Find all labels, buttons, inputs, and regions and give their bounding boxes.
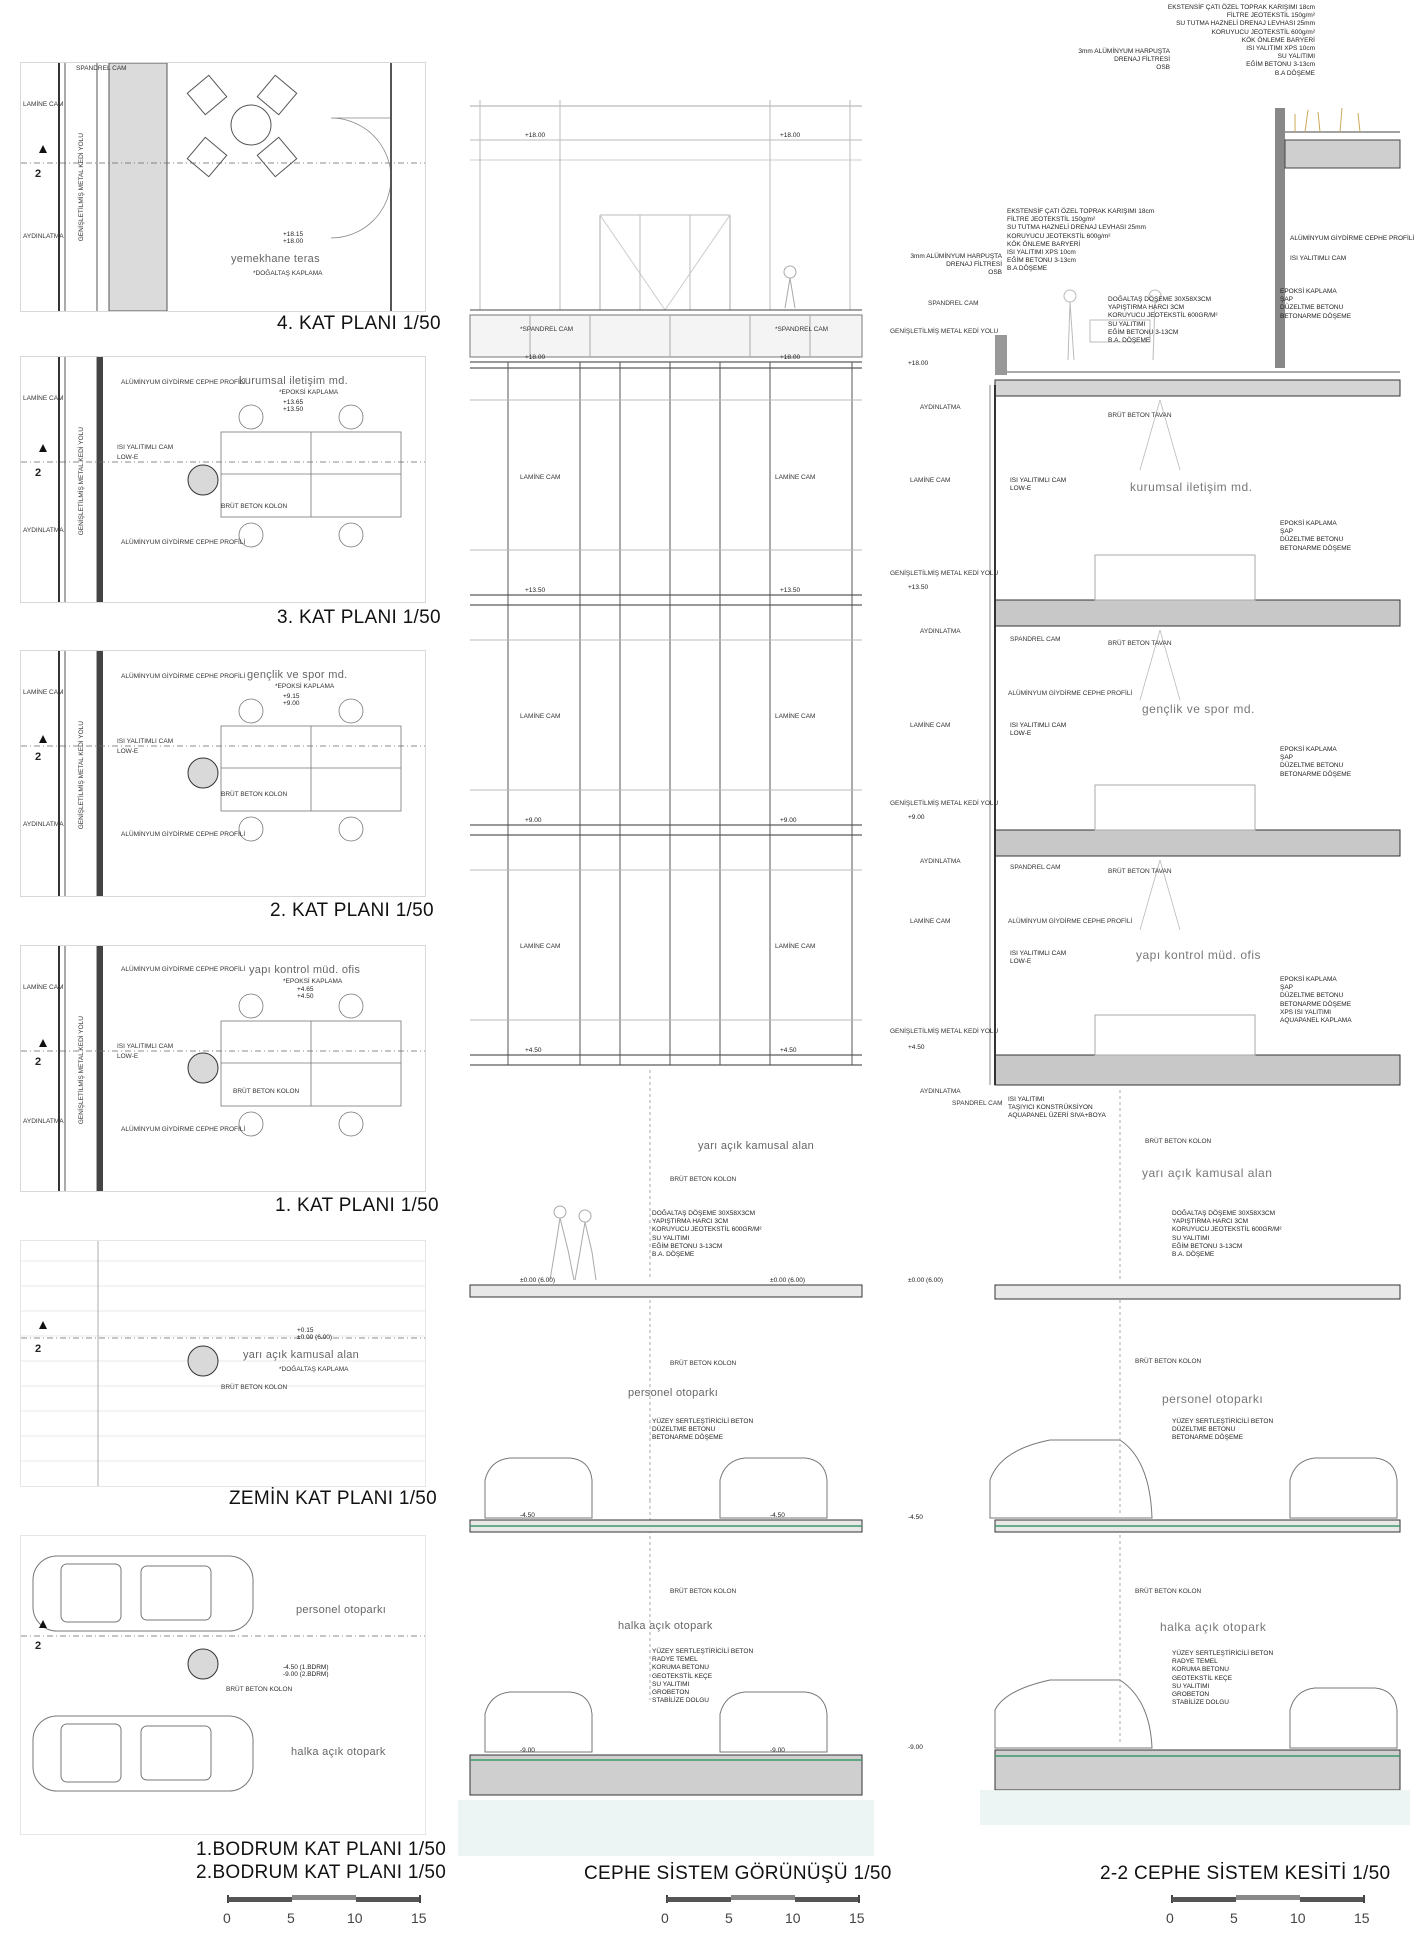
mid-spandrel-3: SPANDREL CAM — [1010, 864, 1061, 871]
level-m9-left: -9.00 — [520, 1747, 535, 1754]
mid-isi-cam-2: ISI YALITIMLI CAM LOW-E — [1010, 722, 1067, 738]
lamine-3l: LAMİNE CAM — [520, 943, 561, 950]
level-m4-right: -4.50 — [770, 1512, 785, 1519]
left-lamine-3: LAMİNE CAM — [910, 918, 951, 925]
sec-kolon-2: BRÜT BETON KOLON — [1135, 1358, 1202, 1365]
plan-kat2 — [20, 650, 426, 897]
level-18-top-right: +18.00 — [780, 132, 801, 139]
left-aydinlatma-4: AYDINLATMA — [920, 1088, 961, 1095]
brut-tavan-1: BRÜT BETON TAVAN — [1108, 412, 1172, 419]
floor-layers-1: EPOKSİ KAPLAMA ŞAP DÜZELTME BETONU BETONARME DÖŞEME — [1280, 520, 1352, 552]
scale-5: 5 — [287, 1910, 295, 1926]
scale-bar-right — [1172, 1895, 1372, 1907]
level-mark: +13.65 +13.50 — [283, 399, 304, 413]
section — [890, 0, 1415, 1840]
scale-right-0: 0 — [1166, 1910, 1174, 1926]
axis-label: 2 — [35, 168, 42, 180]
label-aydinlatma: AYDINLATMA — [23, 821, 64, 828]
label-cephe-profil-2: ALÜMİNYUM GİYDİRME CEPHE PROFİLİ — [121, 539, 246, 546]
left-kedi-yolu-2: GENİŞLETİLMİŞ METAL KEDİ YOLU — [890, 570, 999, 577]
label-cephe-profil: ALÜMİNYUM GİYDİRME CEPHE PROFİLİ — [121, 673, 246, 680]
plan-kat4 — [20, 62, 426, 312]
lamine-1l: LAMİNE CAM — [520, 474, 561, 481]
label-cephe-profil-2: ALÜMİNYUM GİYDİRME CEPHE PROFİLİ — [121, 831, 246, 838]
label-aydinlatma: AYDINLATMA — [23, 527, 64, 534]
lamine-2r: LAMİNE CAM — [775, 713, 816, 720]
sec-level-9: +9.00 — [908, 814, 925, 821]
spandrel-left: *SPANDREL CAM — [520, 326, 574, 333]
section-title: 2-2 CEPHE SİSTEM KESİTİ 1/50 — [1100, 1863, 1391, 1884]
label-kolon: BRÜT BETON KOLON — [221, 503, 288, 510]
label-lamine-cam: LAMİNE CAM — [23, 101, 64, 108]
room-3: yapı kontrol müd. ofis — [1136, 948, 1262, 962]
finish-note: *DOĞALTAŞ KAPLAMA — [253, 270, 323, 277]
left-spandrel: SPANDREL CAM — [928, 300, 979, 307]
axis-label: 2 — [35, 467, 42, 479]
scale-right-5: 5 — [1230, 1910, 1238, 1926]
level-4-left: +4.50 — [525, 1047, 542, 1054]
kolon-3: BRÜT BETON KOLON — [670, 1588, 737, 1595]
label-isi-cam: ISI YALITIMLI CAM — [117, 444, 174, 451]
finish-note: *EPOKSİ KAPLAMA — [279, 389, 339, 396]
mid-isi-cam-3: ISI YALITIMLI CAM LOW-E — [1010, 950, 1067, 966]
scale-15: 15 — [411, 1910, 427, 1926]
label-aydinlatma: AYDINLATMA — [23, 1118, 64, 1125]
sec-park2-layers: YÜZEY SERTLEŞTİRİCİLİ BETON RADYE TEMEL KORUMA BETONU GEOTEKSTİL KEÇE SU YALITIMI GROBETON STABİLİZE DOLGU — [1172, 1650, 1274, 1707]
room-1: kurumsal iletişim md. — [1130, 480, 1253, 494]
sec-kolon-3: BRÜT BETON KOLON — [1135, 1588, 1202, 1595]
level-9-right: +9.00 — [780, 817, 797, 824]
axis-label: 2 — [35, 1640, 42, 1652]
sec-level-4: +4.50 — [908, 1044, 925, 1051]
room-personel: personel otoparkı — [628, 1387, 719, 1399]
mid-profil-3: ALÜMİNYUM GİYDİRME CEPHE PROFİLİ — [1008, 918, 1133, 925]
plan-zemin-drawing — [21, 1241, 425, 1486]
scale-bar-left — [228, 1895, 428, 1907]
level-4-right: +4.50 — [780, 1047, 797, 1054]
finish-note: *DOĞALTAŞ KAPLAMA — [279, 1366, 349, 1373]
mid-isi-cam-1: ISI YALITIMLI CAM LOW-E — [1010, 477, 1067, 493]
label-cephe-profil-2: ALÜMİNYUM GİYDİRME CEPHE PROFİLİ — [121, 1126, 246, 1133]
left-aydinlatma: AYDINLATMA — [920, 404, 961, 411]
left-kedi-yolu-3: GENİŞLETİLMİŞ METAL KEDİ YOLU — [890, 800, 999, 807]
sec-level-m9: -9.00 — [908, 1744, 923, 1751]
label-lamine-cam: LAMİNE CAM — [23, 689, 64, 696]
label-lamine-cam: LAMİNE CAM — [23, 984, 64, 991]
roof-left-labels: 3mm ALÜMİNYUM HARPUŞTA DRENAJ FİLTRESİ OSB — [1078, 48, 1170, 72]
lamine-3r: LAMİNE CAM — [775, 943, 816, 950]
level-m4-left: -4.50 — [520, 1512, 535, 1519]
level-mark: +18.15 +18.00 — [283, 231, 304, 245]
left-aydinlatma-2: AYDINLATMA — [920, 628, 961, 635]
sec-park1-layers: YÜZEY SERTLEŞTİRİCİLİ BETON DÜZELTME BETONU BETONARME DÖŞEME — [1172, 1418, 1274, 1442]
label-metal-kedi-yolu: GENİŞLETİLMİŞ METAL KEDİ YOLU — [78, 1016, 85, 1125]
elevation-park1-layers: YÜZEY SERTLEŞTİRİCİLİ BETON DÜZELTME BETONU BETONARME DÖŞEME — [652, 1418, 754, 1442]
label-lamine-cam: LAMİNE CAM — [23, 395, 64, 402]
elevation-title: CEPHE SİSTEM GÖRÜNÜŞÜ 1/50 — [584, 1863, 892, 1884]
scale-mid-15: 15 — [849, 1910, 865, 1926]
label-low-e: LOW-E — [117, 1053, 139, 1060]
level-0-left: ±0.00 (6.00) — [520, 1277, 556, 1284]
room-kamusal: yarı açık kamusal alan — [698, 1140, 815, 1152]
plan-kat2-title: 2. KAT PLANI 1/50 — [270, 900, 434, 921]
kolon-2: BRÜT BETON KOLON — [670, 1360, 737, 1367]
roof2-left: 3mm ALÜMİNYUM HARPUŞTA DRENAJ FİLTRESİ OSB — [910, 253, 1002, 277]
label-spandrel-cam: SPANDREL CAM — [76, 65, 127, 72]
scale-0: 0 — [223, 1910, 231, 1926]
right-profile-top: ALÜMİNYUM GİYDİRME CEPHE PROFİLİ ISI YALITIMLI CAM — [1290, 235, 1415, 263]
lamine-1r: LAMİNE CAM — [775, 474, 816, 481]
room-name: yarı açık kamusal alan — [243, 1349, 360, 1361]
plan-kat1 — [20, 945, 426, 1192]
sec-level-13: +13.50 — [908, 584, 929, 591]
roof-top-layers: EKSTENSİF ÇATI ÖZEL TOPRAK KARIŞIMI 18cm FİLTRE JEOTEKSTİL 150g/m² SU TUTMA HAZNELİ DRENAJ LEVHASI 25mm KORUYUCU JEOTEKSTİL 600g/m² KÖK ÖNLEME BARYERİ ISI YALITIMI XPS 10cm SU YALITIMI EĞİM BETONU 3-13cm B.A DÖŞEME — [1167, 4, 1315, 77]
label-metal-kedi-yolu: GENİŞLETİLMİŞ METAL KEDİ YOLU — [78, 427, 85, 536]
plan-kat3-title: 3. KAT PLANI 1/50 — [277, 607, 441, 628]
left-kedi-yolu-4: GENİŞLETİLMİŞ METAL KEDİ YOLU — [890, 1028, 999, 1035]
level-m9-right: -9.00 — [770, 1747, 785, 1754]
room-name-2: halka açık otopark — [291, 1746, 386, 1758]
label-kolon: BRÜT BETON KOLON — [233, 1088, 300, 1095]
sec-ground-layers: DOĞALTAŞ DÖŞEME 30X58X3CM YAPIŞTIRMA HARCI 3CM KORUYUCU JEOTEKSTİL 600GR/M² SU YALITIMI EĞİM BETONU 3-13CM B.A. DÖŞEME — [1172, 1210, 1282, 1259]
room-name-1: personel otoparkı — [296, 1604, 387, 1616]
label-isi-cam: ISI YALITIMLI CAM — [117, 738, 174, 745]
elevation — [470, 100, 862, 1820]
label-cephe-profil: ALÜMİNYUM GİYDİRME CEPHE PROFİLİ — [121, 966, 246, 973]
spandrel-right: *SPANDREL CAM — [775, 326, 829, 333]
elevation-ground-layers: DOĞALTAŞ DÖŞEME 30X58X3CM YAPIŞTIRMA HARCI 3CM KORUYUCU JEOTEKSTİL 600GR/M² SU YALITIMI EĞİM BETONU 3-13CM B.A. DÖŞEME — [652, 1210, 762, 1259]
room-name: yapı kontrol müd. ofis — [249, 964, 361, 976]
plan-zemin-title: ZEMİN KAT PLANI 1/50 — [229, 1488, 438, 1509]
lamine-2l: LAMİNE CAM — [520, 713, 561, 720]
label-isi-cam: ISI YALITIMLI CAM — [117, 1043, 174, 1050]
room-4: yarı açık kamusal alan — [1142, 1166, 1273, 1180]
label-kolon: BRÜT BETON KOLON — [221, 1384, 288, 1391]
room-name: gençlik ve spor md. — [247, 669, 348, 681]
label-low-e: LOW-E — [117, 454, 139, 461]
scale-right-10: 10 — [1290, 1910, 1306, 1926]
sec-kolon-1: BRÜT BETON KOLON — [1145, 1138, 1212, 1145]
mid-profil-2: ALÜMİNYUM GİYDİRME CEPHE PROFİLİ — [1008, 690, 1133, 697]
plan-kat1-title: 1. KAT PLANI 1/50 — [275, 1195, 439, 1216]
level-0-right: ±0.00 (6.00) — [770, 1277, 806, 1284]
label-kolon: BRÜT BETON KOLON — [226, 1686, 293, 1693]
mid-spandrel-2: SPANDREL CAM — [1010, 636, 1061, 643]
label-kolon: BRÜT BETON KOLON — [221, 791, 288, 798]
left-spandrel-4: SPANDREL CAM — [952, 1100, 1003, 1107]
room-6: halka açık otopark — [1160, 1620, 1267, 1634]
scale-bar-mid — [667, 1895, 867, 1907]
level-13-right: +13.50 — [780, 587, 801, 594]
level-13-left: +13.50 — [525, 587, 546, 594]
label-aydinlatma: AYDINLATMA — [23, 233, 64, 240]
sec-level-18: +18.00 — [908, 360, 929, 367]
level-mark: +4.65 +4.50 — [297, 986, 314, 1000]
plan-bodrum-drawing — [21, 1536, 425, 1834]
floor-layers-4: EPOKSİ KAPLAMA ŞAP DÜZELTME BETONU BETONARME DÖŞEME XPS ISI YALITIMI AQUAPANEL KAPLAMA — [1280, 976, 1352, 1025]
plan-bodrum-title-2: 2.BODRUM KAT PLANI 1/50 — [196, 1862, 447, 1883]
level-18-left: +18.00 — [525, 354, 546, 361]
plan-zemin — [20, 1240, 426, 1487]
finish-note: *EPOKSİ KAPLAMA — [283, 978, 343, 985]
bottom-labels: ISI YALITIMI TAŞIYICI KONSTRÜKSİYON AQUAPANEL ÜZERİ SIVA+BOYA — [1008, 1096, 1106, 1120]
floor-layers-2: EPOKSİ KAPLAMA ŞAP DÜZELTME BETONU BETONARME DÖŞEME — [1280, 746, 1352, 778]
brut-tavan-3: BRÜT BETON TAVAN — [1108, 868, 1172, 875]
sec-level-m4: -4.50 — [908, 1514, 923, 1521]
room-name: yemekhane teras — [231, 253, 320, 265]
roof2-layers: EKSTENSİF ÇATI ÖZEL TOPRAK KARIŞIMI 18cm FİLTRE JEOTEKSTİL 150g/m² SU TUTMA HAZNELİ DRENAJ LEVHASI 25mm KORUYUCU JEOTEKSTİL 600g/m² KÖK ÖNLEME BARYERİ ISI YALITIMI XPS 10cm EĞİM BETONU 3-13cm B.A DÖŞEME — [1007, 208, 1155, 273]
label-cephe-profil: ALÜMİNYUM GİYDİRME CEPHE PROFİLİ — [121, 379, 246, 386]
level-mark: -4.50 (1.BDRM) -9.00 (2.BDRM) — [283, 1664, 329, 1678]
label-low-e: LOW-E — [117, 748, 139, 755]
level-9-left: +9.00 — [525, 817, 542, 824]
plan-kat4-title: 4. KAT PLANI 1/50 — [277, 313, 441, 334]
axis-label: 2 — [35, 1056, 42, 1068]
axis-label: 2 — [35, 1343, 42, 1355]
level-mark: +9.15 +9.00 — [283, 693, 300, 707]
scale-mid-0: 0 — [661, 1910, 669, 1926]
room-halka: halka açık otopark — [618, 1620, 713, 1632]
scale-right-15: 15 — [1354, 1910, 1370, 1926]
scale-mid-5: 5 — [725, 1910, 733, 1926]
kolon-1: BRÜT BETON KOLON — [670, 1176, 737, 1183]
left-kedi-yolu: GENİŞLETİLMİŞ METAL KEDİ YOLU — [890, 328, 999, 335]
floor-layers-top: EPOKSİ KAPLAMA ŞAP DÜZELTME BETONU BETONARME DÖŞEME — [1280, 288, 1352, 320]
scale-10: 10 — [347, 1910, 363, 1926]
finish-note: *EPOKSİ KAPLAMA — [275, 683, 335, 690]
terrace-layers: DOĞALTAŞ DÖŞEME 30X58X3CM YAPIŞTIRMA HARCI 3CM KORUYUCU JEOTEKSTİL 600GR/M² SU YALITIMI EĞİM BETONU 3-13CM B.A. DÖŞEME — [1108, 296, 1218, 345]
plan-kat3 — [20, 356, 426, 603]
label-metal-kedi-yolu: GENİŞLETİLMİŞ METAL KEDİ YOLU — [78, 133, 85, 242]
scale-mid-10: 10 — [785, 1910, 801, 1926]
level-18-right: +18.00 — [780, 354, 801, 361]
left-aydinlatma-3: AYDINLATMA — [920, 858, 961, 865]
brut-tavan-2: BRÜT BETON TAVAN — [1108, 640, 1172, 647]
label-metal-kedi-yolu: GENİŞLETİLMİŞ METAL KEDİ YOLU — [78, 721, 85, 830]
plan-bodrum — [20, 1535, 426, 1835]
plan-bodrum-title-1: 1.BODRUM KAT PLANI 1/50 — [196, 1839, 447, 1860]
left-lamine: LAMİNE CAM — [910, 477, 951, 484]
room-2: gençlik ve spor md. — [1142, 702, 1255, 716]
sec-level-0: ±0.00 (6.00) — [908, 1277, 944, 1284]
room-name: kurumsal iletişim md. — [239, 375, 348, 387]
axis-label: 2 — [35, 751, 42, 763]
left-lamine-2: LAMİNE CAM — [910, 722, 951, 729]
level-mark: +0.15 ±0.00 (6.00) — [297, 1327, 333, 1341]
elevation-park2-layers: YÜZEY SERTLEŞTİRİCİLİ BETON RADYE TEMEL KORUMA BETONU GEOTEKSTİL KEÇE SU YALITIMI GROBETON STABİLİZE DOLGU — [652, 1648, 754, 1705]
room-5: personel otoparkı — [1162, 1392, 1264, 1406]
level-18-top-left: +18.00 — [525, 132, 546, 139]
